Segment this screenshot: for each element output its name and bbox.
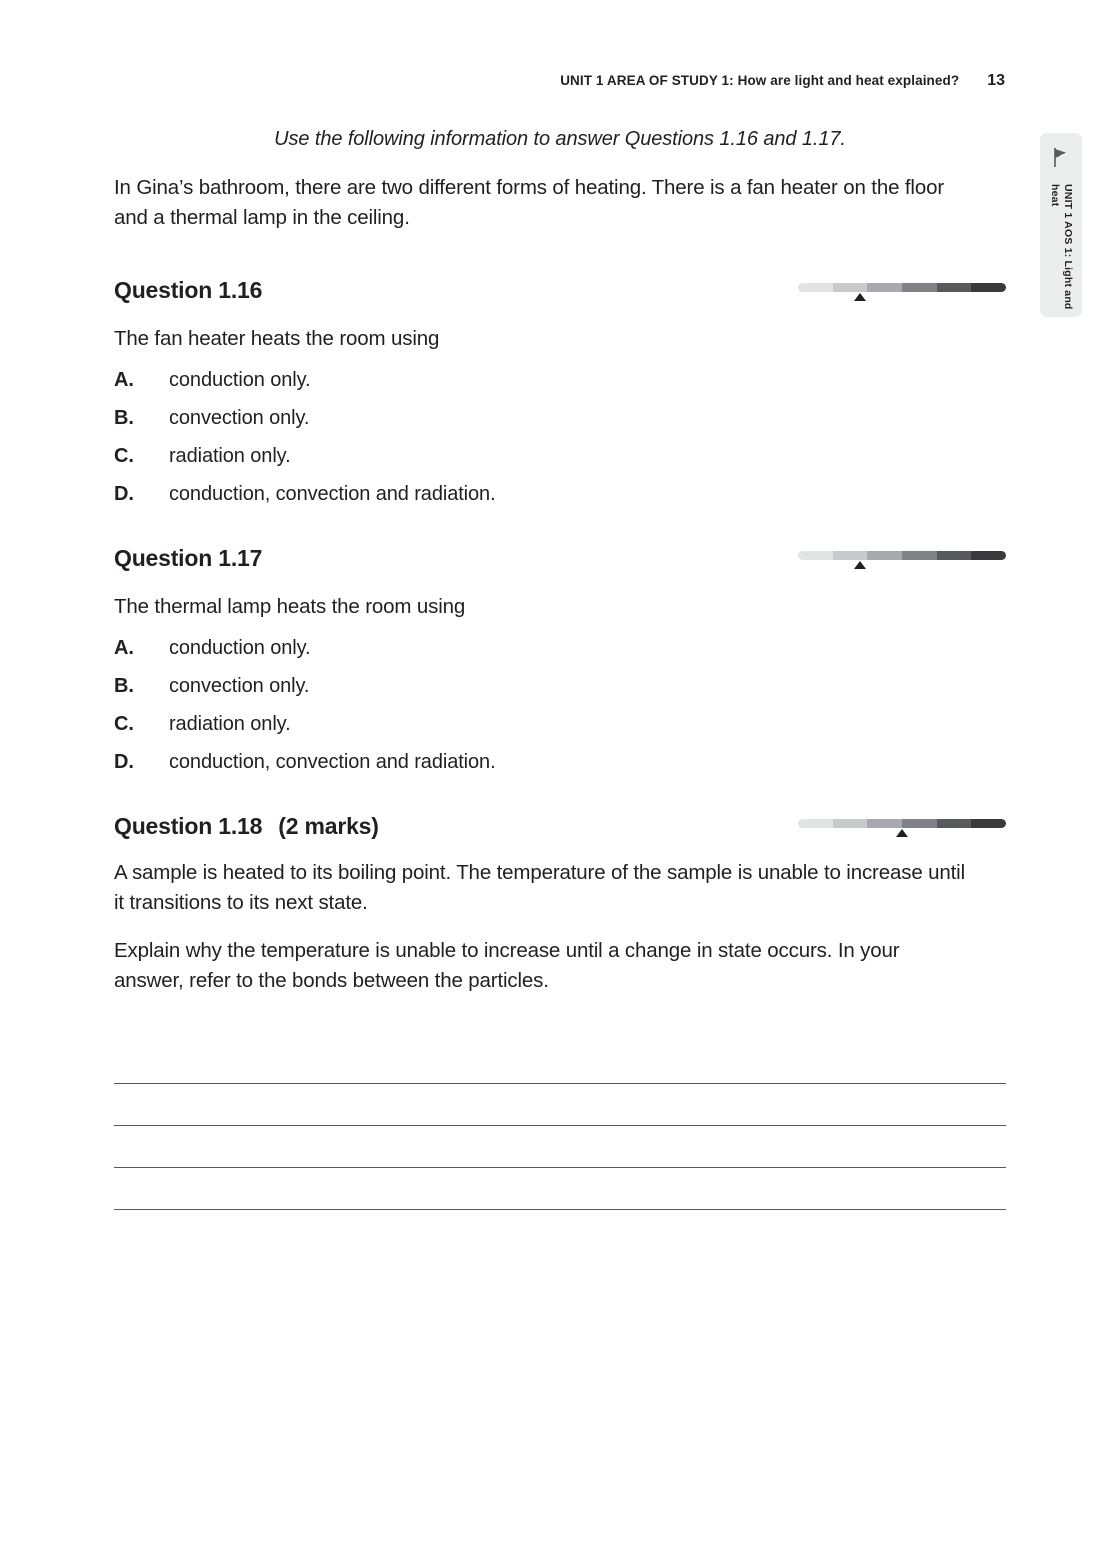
option-letter: D. [114,483,134,505]
option-text: conduction, convection and radiation. [169,483,496,505]
option-text: conduction, convection and radiation. [169,751,496,773]
question-block-1-16 [114,277,1006,507]
meter-segment [971,551,1006,560]
answer-line[interactable] [114,1042,1006,1084]
question-paragraph-2: Explain why the temperature is unable to increase until a change in state occurs. In your answer, refer to the bonds between the particles. [114,939,900,992]
unit-side-tab [1040,133,1082,317]
meter-segment [937,283,972,292]
question-block-1-18 [114,813,1006,1210]
option-b[interactable] [114,673,1006,699]
option-b[interactable] [114,405,1006,431]
meter-segment [902,551,937,560]
option-text: conduction only. [169,369,311,391]
meter-segment [937,551,972,560]
meter-segment [867,283,902,292]
answer-lines[interactable] [114,1042,1006,1210]
question-title: Question 1.18 [114,813,263,839]
side-tab-label: UNIT 1 AOS 1: Light and heat [1049,184,1074,310]
meter-segment [867,551,902,560]
difficulty-bar [798,551,1006,560]
meter-segment [971,819,1006,828]
option-letter: B. [114,407,134,429]
running-head-title: UNIT 1 AREA OF STUDY 1: How are light and heat explained? [560,73,960,88]
question-title: Question 1.16 [114,277,263,303]
difficulty-pointer [798,292,1006,302]
meter-segment [902,283,937,292]
meter-segment [833,819,868,828]
option-list [114,367,1006,507]
page-number: 13 [987,72,1005,89]
instruction-line: Use the following information to answer Questions 1.16 and 1.17. [274,128,846,150]
option-letter: D. [114,751,134,773]
question-prompt: The fan heater heats the room using [114,327,440,350]
question-marks: (2 marks) [278,813,379,839]
meter-segment [833,283,868,292]
option-letter: B. [114,675,134,697]
option-text: convection only. [169,407,310,429]
difficulty-meter-1-16 [798,283,1006,302]
answer-line[interactable] [114,1168,1006,1210]
option-letter: A. [114,369,134,391]
option-a[interactable] [114,635,1006,661]
page-content [114,0,1006,1210]
scenario-stem: In Gina’s bathroom, there are two different forms of heating. There is a fan heater on the floor and a thermal lamp in the ceiling. [114,176,945,229]
option-letter: C. [114,713,134,735]
answer-line[interactable] [114,1084,1006,1126]
option-letter: A. [114,637,134,659]
answer-line[interactable] [114,1126,1006,1168]
question-title: Question 1.17 [114,545,263,571]
option-d[interactable] [114,749,1006,775]
meter-segment [971,283,1006,292]
option-d[interactable] [114,481,1006,507]
difficulty-bar [798,819,1006,828]
option-list [114,635,1006,775]
question-paragraph-1: A sample is heated to its boiling point. The temperature of the sample is unable to increase until it transitions to its next state. [114,861,965,914]
option-c[interactable] [114,711,1006,737]
difficulty-meter-1-18 [798,819,1006,838]
option-letter: C. [114,445,134,467]
difficulty-pointer [798,560,1006,570]
question-block-1-17 [114,545,1006,775]
option-text: conduction only. [169,637,311,659]
difficulty-bar [798,283,1006,292]
option-a[interactable] [114,367,1006,393]
option-c[interactable] [114,443,1006,469]
meter-segment [798,283,833,292]
meter-segment [798,819,833,828]
option-text: radiation only. [169,445,291,467]
option-text: radiation only. [169,713,291,735]
meter-segment [798,551,833,560]
meter-segment [902,819,937,828]
question-prompt: The thermal lamp heats the room using [114,595,466,618]
meter-segment [833,551,868,560]
difficulty-meter-1-17 [798,551,1006,570]
meter-segment [937,819,972,828]
option-text: convection only. [169,675,310,697]
meter-segment [867,819,902,828]
bookmark-flag-icon [1050,146,1072,170]
difficulty-pointer [798,828,1006,838]
